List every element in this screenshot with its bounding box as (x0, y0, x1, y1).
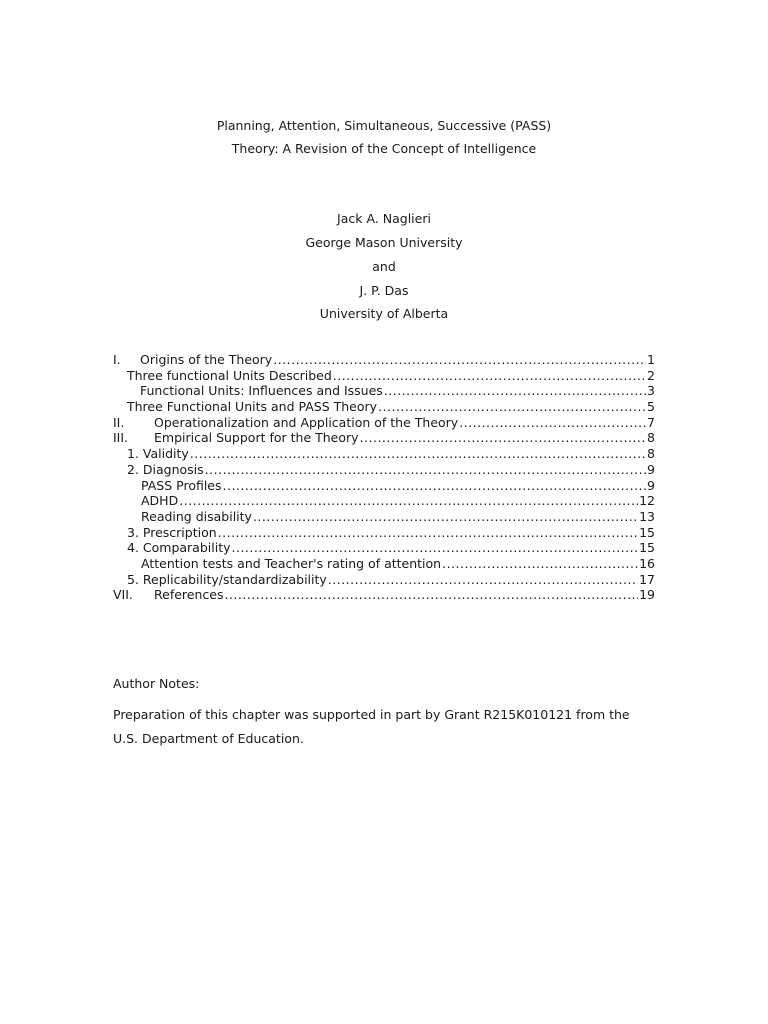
toc-entry-page: 15 (639, 524, 655, 540)
toc-entry-page: 19 (639, 587, 655, 603)
toc-entry-page: 12 (639, 493, 655, 509)
toc-dot-leader (179, 493, 638, 509)
toc-entry-label: PASS Profiles (141, 477, 222, 493)
toc-entry-page: 3 (647, 383, 655, 399)
author-1: Jack A. Naglieri (337, 211, 431, 226)
toc-entry-label: Functional Units: Influences and Issues (140, 383, 383, 399)
toc-entry-origins (113, 352, 655, 368)
toc-entry-reading-disability (113, 509, 655, 525)
toc-dot-leader (218, 525, 638, 541)
toc-entry-units-and-pass-theory (113, 399, 655, 415)
author-2: J. P. Das (359, 283, 409, 298)
toc-entry-page: 13 (639, 508, 655, 524)
toc-entry-pass-profiles (113, 478, 655, 494)
toc-entry-page: 5 (647, 399, 655, 415)
toc-entry-label: References (154, 587, 224, 603)
toc-dot-leader (253, 509, 638, 525)
affiliation-1: George Mason University (305, 235, 463, 250)
toc-entry-three-functional-units-described (113, 368, 655, 384)
toc-entry-label: 4. Comparability (127, 540, 231, 556)
toc-entry-page: 8 (647, 446, 655, 462)
author-notes-heading: Author Notes: (113, 676, 200, 691)
toc-entry-label: 2. Diagnosis (127, 461, 204, 477)
toc-entry-label: 3. Prescription (127, 524, 217, 540)
toc-entry-page: 1 (647, 352, 655, 367)
toc-entry-label: Three Functional Units and PASS Theory (127, 399, 378, 415)
toc-entry-label: Reading disability (141, 508, 252, 524)
toc-dot-leader (360, 430, 647, 446)
toc-entry-label: ADHD (141, 493, 179, 509)
toc-entry-page: 9 (647, 477, 655, 493)
table-of-contents (113, 352, 655, 603)
toc-entry-label: Origins of the Theory (140, 352, 273, 367)
toc-entry-prescription (113, 525, 655, 541)
toc-dot-leader (384, 383, 646, 399)
toc-entry-label: Operationalization and Application of the Theory (154, 414, 459, 430)
toc-entry-page: 8 (647, 430, 655, 446)
toc-entry-influences-and-issues (113, 383, 655, 399)
toc-dot-leader (273, 352, 646, 368)
author-conjunction: and (372, 259, 396, 274)
toc-dot-leader (442, 556, 638, 572)
toc-dot-leader (205, 462, 646, 478)
toc-entry-number: II. (113, 414, 125, 430)
toc-entry-page: 16 (639, 555, 655, 571)
toc-entry-label: Three functional Units Described (127, 367, 332, 383)
author-notes-line-2: U.S. Department of Education. (113, 731, 304, 746)
toc-dot-leader (333, 368, 646, 384)
title-line-2: Theory: A Revision of the Concept of Intelligence (231, 141, 537, 156)
toc-entry-diagnosis (113, 462, 655, 478)
toc-entry-operationalization (113, 415, 655, 431)
toc-entry-page: 2 (647, 367, 655, 383)
toc-entry-empirical-support (113, 430, 655, 446)
toc-dot-leader (224, 587, 638, 603)
toc-entry-label: Empirical Support for the Theory (154, 430, 359, 446)
toc-dot-leader (459, 415, 646, 431)
toc-entry-adhd (113, 493, 655, 509)
toc-entry-page: 9 (647, 461, 655, 477)
author-notes-line-1: Preparation of this chapter was supported in part by Grant R215K010121 from the (113, 707, 630, 722)
toc-dot-leader (328, 572, 638, 588)
toc-entry-page: 17 (639, 571, 655, 587)
toc-entry-label: 5. Replicability/standardizability (127, 571, 327, 587)
toc-entry-label: 1. Validity (127, 446, 189, 462)
toc-entry-number: VII. (113, 587, 133, 603)
toc-entry-number: III. (113, 430, 129, 446)
toc-entry-references (113, 587, 655, 603)
toc-entry-replicability (113, 572, 655, 588)
toc-entry-page: 15 (639, 540, 655, 556)
toc-dot-leader (190, 446, 646, 462)
toc-entry-validity (113, 446, 655, 462)
toc-dot-leader (378, 399, 646, 415)
toc-entry-page: 7 (647, 414, 655, 430)
toc-entry-number: I. (113, 352, 121, 367)
toc-dot-leader (223, 478, 647, 494)
affiliation-2: University of Alberta (319, 306, 449, 321)
toc-entry-comparability (113, 540, 655, 556)
toc-entry-attention-tests (113, 556, 655, 572)
toc-entry-label: Attention tests and Teacher's rating of attention (141, 555, 442, 571)
title-line-1: Planning, Attention, Simultaneous, Successive (PASS) (216, 118, 552, 133)
toc-dot-leader (232, 540, 639, 556)
